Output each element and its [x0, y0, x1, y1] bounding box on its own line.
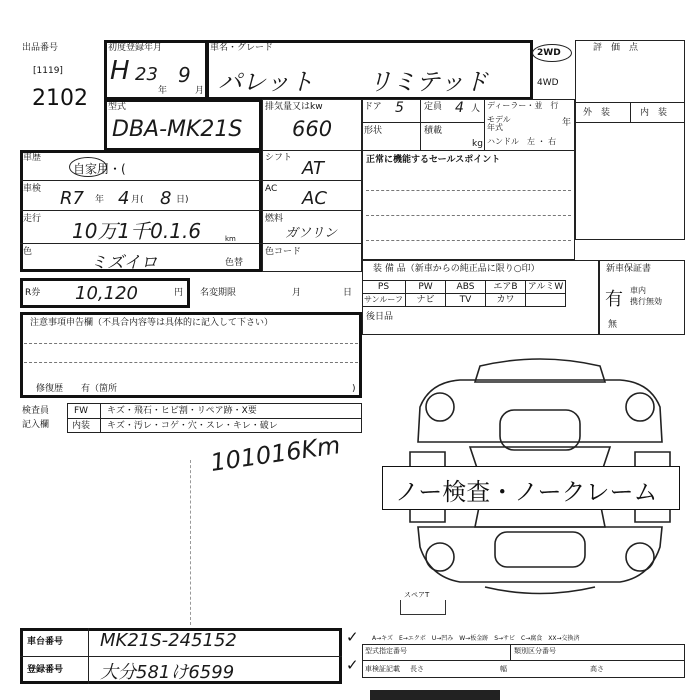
car-name-label: 車名・グレード	[210, 43, 274, 53]
lot-label: 出品番号	[22, 43, 59, 53]
car-name: パレット	[218, 68, 314, 96]
bottom-bar	[370, 690, 500, 700]
warranty-label: 新車保証書	[606, 264, 652, 274]
model-value: DBA-MK21S	[112, 117, 243, 142]
inspection-label: 車検	[23, 184, 42, 194]
color-value: ミズイロ	[90, 253, 158, 273]
plate-label: 登録番号	[27, 665, 64, 675]
plate-number: 大分581け6599	[100, 662, 235, 683]
inspector-label-1: 検査員	[22, 406, 50, 416]
load-label: 積載	[424, 126, 443, 136]
model-year-unit: 年	[562, 118, 572, 128]
inspector-fw-items: キズ・飛石・ヒビ割・リペア跡・X要	[107, 406, 257, 416]
inspection-month: 4	[118, 188, 130, 209]
dealer-label: ディーラー・並 行	[487, 101, 559, 110]
inspection-era: R7	[60, 188, 84, 209]
ac-value: AC	[302, 188, 327, 209]
chassis-number: MK21S-245152	[100, 630, 237, 651]
mileage-value: 10万1千0.1.6	[72, 219, 202, 243]
equip-tv: TV	[446, 294, 486, 306]
model-label: 型式	[108, 102, 127, 112]
warranty-note-1: 車内	[630, 286, 646, 295]
equip-sunroof: サンルーフ	[362, 294, 406, 306]
color-change-label: 色替	[225, 258, 244, 268]
plate-check: ✓	[346, 656, 359, 674]
recycle-unit: 円	[174, 288, 184, 298]
shift-label: シフト	[265, 153, 293, 163]
warranty-none: 無	[608, 320, 618, 330]
history-label: 車歴	[23, 153, 42, 163]
model-year-label: モデル年式	[487, 115, 511, 132]
length-label: 長さ	[410, 665, 424, 673]
handwritten-mileage: 101016Km	[208, 431, 343, 477]
drive-2wd: 2WD	[537, 48, 561, 58]
notes-label: 注意事項申告欄（不具合内容等は具体的に記入して下さい）	[30, 318, 274, 328]
inspector-in-label: 内装	[72, 421, 91, 431]
reg-year: 23	[135, 64, 158, 85]
sales-point-box	[362, 150, 575, 260]
reg-month-unit: 月	[195, 86, 205, 96]
equipment-label: 装 備 品（新車からの純正品に限り○印）	[373, 264, 540, 274]
equip-leather: カワ	[486, 294, 526, 306]
equip-blank	[526, 294, 566, 306]
recycle-amount: 10,120	[75, 283, 138, 304]
equip-pw: PW	[406, 281, 446, 293]
cert-dims-label: 車検証記載	[365, 665, 400, 673]
equip-alloy: アルミW	[526, 281, 566, 293]
inspector-fw-label: FW	[74, 406, 89, 416]
form-number-label: 型式指定番号	[365, 647, 407, 655]
equip-navi: ナビ	[406, 294, 446, 306]
history-value: 自家用・(	[73, 162, 126, 176]
inspection-day: 8	[160, 188, 172, 209]
ac-label: AC	[265, 184, 278, 194]
name-change-month: 月	[292, 288, 302, 298]
chassis-label: 車台番号	[27, 637, 64, 647]
load-unit: kg	[472, 139, 483, 149]
recycle-label: R券	[25, 288, 41, 298]
name-change-label: 名変期限	[200, 288, 237, 298]
sales-point-label: 正常に機能するセールスポイント	[366, 155, 501, 165]
equipment-row-2	[362, 294, 566, 307]
first-reg-label: 初度登録年月	[108, 43, 163, 53]
repair-label: 修復歴 有（箇所	[36, 384, 118, 394]
color-label: 色	[23, 247, 33, 257]
equip-ps: PS	[362, 281, 406, 293]
capacity-value: 4	[455, 100, 464, 116]
equip-airbag: エアB	[486, 281, 526, 293]
lot-number: 2102	[32, 86, 88, 111]
displacement-label: 排気量又はkw	[265, 102, 323, 112]
handle-label: ハンドル 左 ・ 右	[487, 137, 557, 146]
spare-tire-label: スペアT	[404, 591, 430, 599]
mileage-unit: km	[225, 235, 236, 243]
capacity-unit: 人	[471, 104, 481, 114]
inspection-year-unit: 年	[95, 195, 105, 205]
fuel-label: 燃料	[265, 214, 284, 224]
inspection-day-unit: 日)	[176, 195, 189, 205]
interior-label: 内 装	[640, 108, 668, 118]
reg-year-unit: 年	[158, 86, 168, 96]
height-label: 高さ	[590, 665, 604, 673]
displacement-value: 660	[292, 117, 333, 141]
doors-value: 5	[395, 100, 404, 116]
inspector-in-items: キズ・汚レ・コゲ・穴・スレ・キレ・破レ	[107, 421, 278, 431]
mileage-label: 走行	[23, 214, 42, 224]
spare-tire-box	[400, 600, 446, 615]
stamp-text: ノー検査・ノークレーム	[395, 478, 658, 506]
lot-code: [1119]	[33, 66, 63, 76]
inspector-label-2: 記入欄	[22, 420, 50, 430]
score-area	[575, 40, 685, 240]
capacity-label: 定員	[424, 102, 443, 112]
equipment-row-1	[362, 280, 566, 294]
rear-item-label: 後日品	[366, 312, 394, 322]
color-no-label: 色コード	[265, 247, 302, 257]
drive-4wd: 4WD	[537, 78, 559, 88]
width-label: 幅	[500, 665, 507, 673]
reg-month: 9	[178, 63, 191, 87]
shape-label: 形状	[364, 126, 383, 136]
warranty-have: 有	[605, 289, 623, 310]
exterior-label: 外 装	[583, 108, 611, 118]
car-grade: リミテッド	[368, 68, 488, 96]
shift-value: AT	[302, 158, 324, 179]
repair-close: )	[352, 384, 356, 394]
score-label: 評 価 点	[593, 43, 639, 53]
category-number-label: 類別区分番号	[514, 647, 556, 655]
equip-abs: ABS	[446, 281, 486, 293]
fuel-value: ガソリン	[285, 226, 338, 241]
name-change-day: 日	[343, 288, 353, 298]
reg-era: H	[110, 56, 130, 86]
doors-label: ドア	[364, 102, 382, 112]
warranty-note-2: 携行無効	[630, 297, 662, 306]
damage-legend: A→キズ E→エクボ U→凹み W→板金跡 S→サビ C→腐食 XX→交換済	[372, 635, 580, 642]
chassis-check: ✓	[346, 628, 359, 646]
inspection-month-unit: 月(	[131, 195, 144, 205]
